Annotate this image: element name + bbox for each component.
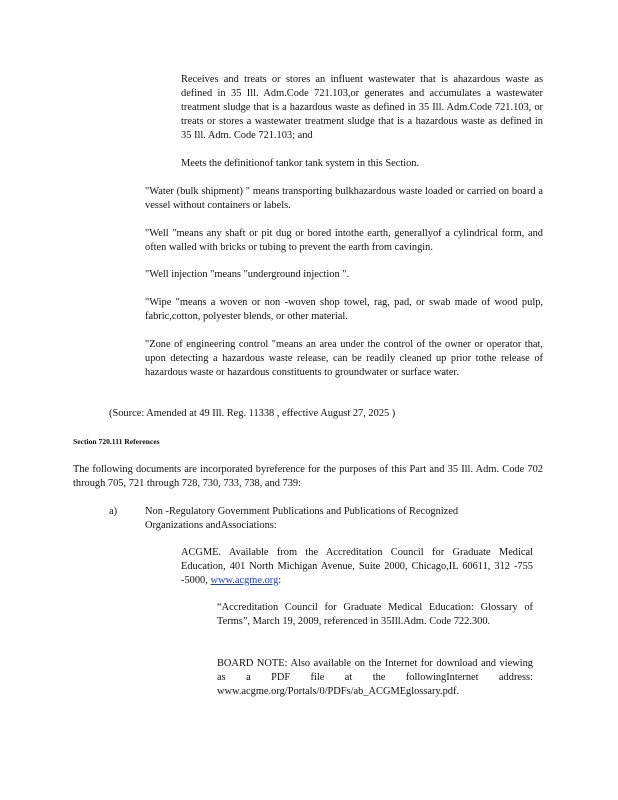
acgme-text: ACGME. Available from the Accreditation Council for Graduate Medical Education, 401 North Michigan Avenue, Suite 2000, Chicago,IL 60611, 312 -755 -5000, <box>181 547 533 586</box>
acgme-trail: : <box>278 575 282 586</box>
receives-paragraph: Receives and treats or stores an influent wastewater that is ahazardous waste as defined in 35 Ill. Adm.Code 721.103,or generates and accumulates a wastewater treatment sludge that is a hazardous waste as defined in 35 Ill. Adm.Code 721.103, or treats or stores a wastewater treatment sludge that is a hazardous waste as defined in 35 Ill. Adm. Code 721.103; and <box>181 74 543 141</box>
glossary-paragraph: “Accreditation Council for Graduate Medical Education: Glossary of Terms”, March 19, 2009, referenced in 35Ill.Adm. Code 722.300. <box>217 602 533 627</box>
definition-wipe: "Wipe "means a woven or non -woven shop towel, rag, pad, or swab made of wood pulp, fabric,cotton, polyester blends, or other material. <box>145 297 543 322</box>
meets-paragraph: Meets the definitionof tankor tank system in this Section. <box>181 158 420 169</box>
acgme-link[interactable]: www.acgme.org <box>210 575 279 586</box>
acgme-paragraph <box>181 546 533 588</box>
definition-well-injection: "Well injection "means "underground injection ". <box>145 269 350 280</box>
definition-zone-of-engineering-control: "Zone of engineering control "means an area under the control of the owner or operator that, upon detecting a hazardous waste release, can be readily cleaned up prior tothe release of hazardous waste or hazardous constituents to groundwater or surface water. <box>145 339 543 378</box>
definition-water-bulk-shipment: "Water (bulk shipment) " means transporting bulkhazardous waste loaded or carried on board a vessel without containers or labels. <box>145 186 543 211</box>
item-a-label: a) <box>109 506 118 517</box>
definition-well: "Well "means any shaft or pit dug or bored intothe earth, generallyof a cylindrical form, and often walled with bricks or tubing to prevent the earth from cavingin. <box>145 228 543 253</box>
item-a-title: Non -Regulatory Government Publications and Publications of Recognized Organizations andAssociations: <box>145 506 459 531</box>
references-intro: The following documents are incorporated byreference for the purposes of this Part and 35 Ill. Adm. Code 702 through 705, 721 through 728, 730, 733, 738, and 739: <box>73 464 543 489</box>
board-note: BOARD NOTE: Also available on the Internet for download and viewing as a PDF file at the followingInternet address: www.acgme.org/Portals/0/PDFs/ab_ACGMEglossary.pdf. <box>217 658 533 697</box>
source-note: (Source: Amended at 49 Ill. Reg. 11338 , effective August 27, 2025 ) <box>109 408 396 419</box>
section-heading: Section 720.111 References <box>73 437 160 446</box>
